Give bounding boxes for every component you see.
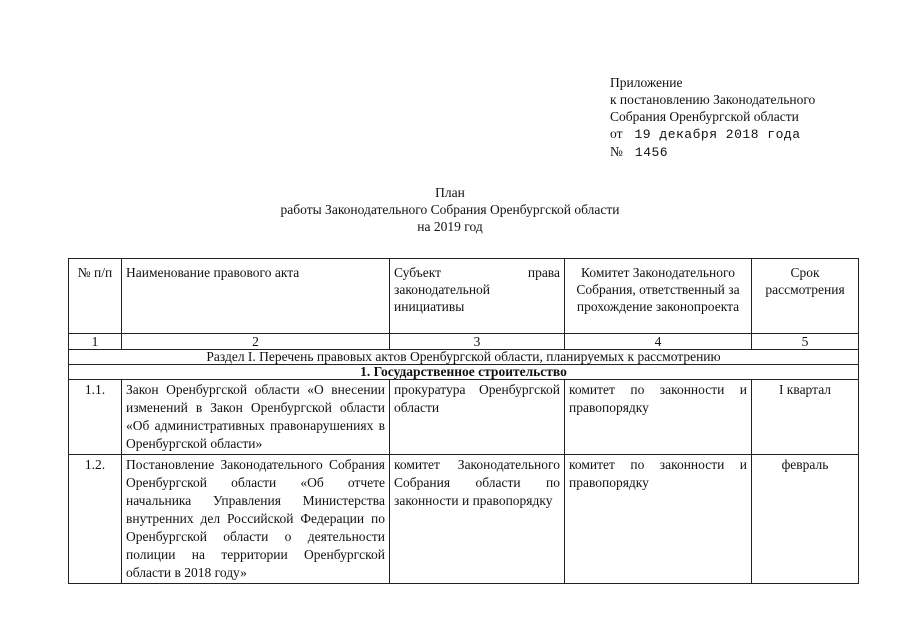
header-number: № п/п	[69, 259, 122, 334]
column-number: 2	[122, 334, 390, 350]
date-value: 19 декабря 2018 года	[634, 127, 801, 142]
header-term: Срок рассмотрения	[752, 259, 859, 334]
appendix-block	[610, 74, 890, 161]
appendix-date-line	[610, 125, 890, 143]
table-row	[69, 455, 859, 584]
title-line-3: на 2019 год	[417, 219, 483, 234]
row-number: 1.1.	[69, 380, 122, 455]
plan-table	[68, 258, 859, 584]
row-subject: комитет Законодательного Собрания области по законности и правопорядку	[390, 455, 565, 584]
column-number: 1	[69, 334, 122, 350]
title-line-2: работы Законодательного Собрания Оренбургской области	[280, 202, 620, 217]
table-row	[69, 380, 859, 455]
section-title: Раздел I. Перечень правовых актов Оренбургской области, планируемых к рассмотрению	[69, 350, 859, 365]
column-number: 5	[752, 334, 859, 350]
subsection-row	[69, 365, 859, 380]
row-act-name: Закон Оренбургской области «О внесении изменений в Закон Оренбургской области «Об административных правонарушениях в Оренбургской области»	[122, 380, 390, 455]
row-term: февраль	[752, 455, 859, 584]
number-prefix: №	[610, 144, 623, 159]
section-row	[69, 350, 859, 365]
title-line-1: План	[435, 185, 465, 200]
row-act-name: Постановление Законодательного Собрания Оренбургской области «Об отчете начальника Управления Министерства внутренних дел Российской Федерации по Оренбургской области о деятельности полиции на территории Оренбургской области в 2018 году»	[122, 455, 390, 584]
header-committee: Комитет Законодательного Собрания, ответственный за прохождение законопроекта	[565, 259, 752, 334]
number-value: 1456	[634, 145, 669, 160]
document-title	[220, 184, 680, 235]
row-term: I квартал	[752, 380, 859, 455]
appendix-number-line	[610, 143, 890, 161]
row-subject: прокуратура Оренбургской области	[390, 380, 565, 455]
header-act-name: Наименование правового акта	[122, 259, 390, 334]
appendix-line-3: Собрания Оренбургской области	[610, 109, 799, 124]
column-numbers-row	[69, 334, 859, 350]
table-header-row	[69, 259, 859, 334]
column-number: 3	[390, 334, 565, 350]
row-committee: комитет по законности и правопорядку	[565, 455, 752, 584]
header-subject: Субъект права законодательной инициативы	[390, 259, 565, 334]
appendix-line-2: к постановлению Законодательного	[610, 92, 816, 107]
subsection-title: 1. Государственное строительство	[69, 365, 859, 380]
date-prefix: от	[610, 126, 623, 141]
appendix-line-1: Приложение	[610, 75, 683, 90]
column-number: 4	[565, 334, 752, 350]
row-number: 1.2.	[69, 455, 122, 584]
row-committee: комитет по законности и правопорядку	[565, 380, 752, 455]
